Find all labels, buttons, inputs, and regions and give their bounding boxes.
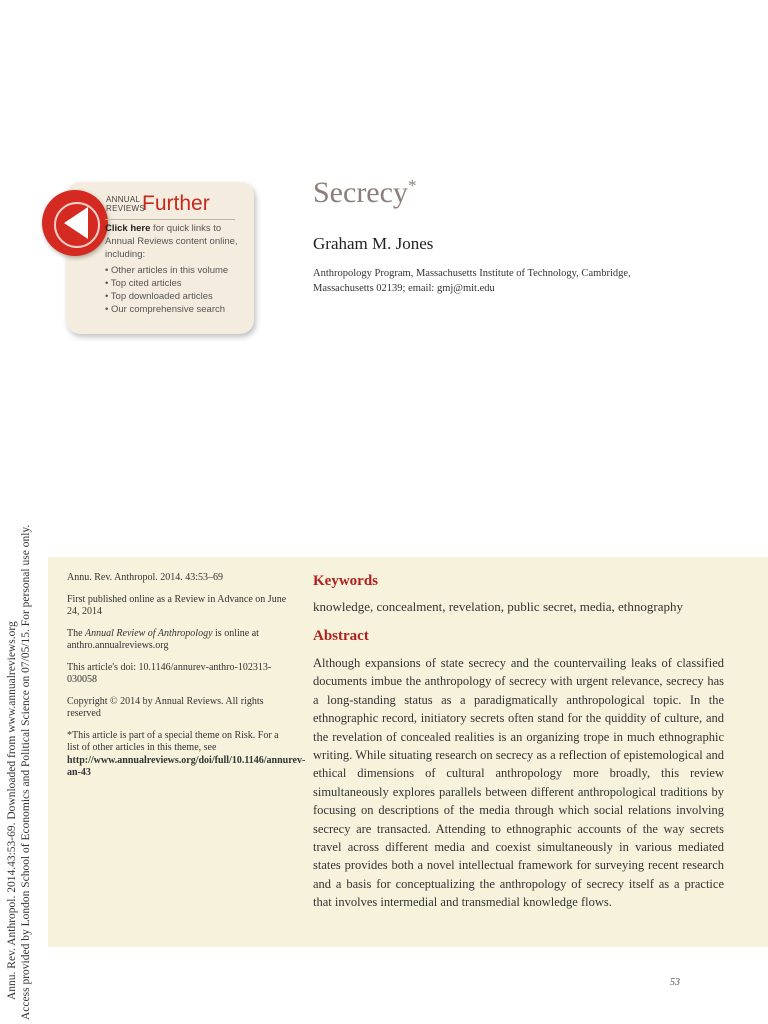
- abstract-heading: Abstract: [313, 628, 369, 644]
- author-name: Graham M. Jones: [313, 234, 434, 253]
- back-arrow-icon[interactable]: [42, 190, 108, 256]
- page-number: 53: [670, 977, 680, 988]
- copyright: Copyright © 2014 by Annual Reviews. All rights reserved: [67, 695, 264, 719]
- theme-note: *This article is part of a special theme on Risk. For a list of other articles in this theme, see http://www.annualreviews.org/doi/full/10.1146/annurev-an-43: [67, 729, 306, 778]
- abstract-text: Although expansions of state secrecy and the countervailing leaks of classified documents imbue the anthropology of secrecy with urgent relevance, secrecy has a long-standing status as a paradigmatically anthropological topic. In the ethnographic record, initiatory secrets often stand for the quiddity of culture, and the revelation of concealed realities is an organizing trope in much ethnographic writing. While situating research on secrecy as a reflection of epistemological and ethical dimensions of cultural anthropology more broadly, this review simultaneously explores parallels between different anthropological traditions by focusing on descriptions of the media through which social relations involving secrecy are transacted. Attending to ethnographic accounts of the way secrets travel across different media and coexist simultaneously in various mediated states provides both a novel intellectual framework for surveying recent research and a basis for conceptualizing the anthropology of secrecy itself as a practice that involves intermedial and transmedial knowledge flows.: [313, 656, 724, 910]
- further-link-other-articles[interactable]: • Other articles in this volume: [105, 264, 251, 277]
- click-here-link[interactable]: Click here: [105, 223, 151, 234]
- further-link-search[interactable]: • Our comprehensive search: [105, 303, 251, 316]
- doi: This article's doi: 10.1146/annurev-anthro-102313-030058: [67, 661, 272, 685]
- further-link-top-downloaded[interactable]: • Top downloaded articles: [105, 290, 251, 303]
- journal-name: Annual Review of Anthropology: [85, 627, 213, 639]
- title-footnote-mark: *: [407, 176, 417, 195]
- further-title: Further: [142, 192, 210, 215]
- further-body: [105, 222, 251, 316]
- further-link-top-cited[interactable]: • Top cited articles: [105, 277, 251, 290]
- article-title: Secrecy*: [313, 176, 417, 209]
- keywords-heading: Keywords: [313, 573, 378, 589]
- further-divider: [105, 219, 235, 220]
- download-notice: [4, 240, 44, 1020]
- first-published: First published online as a Review in Advance on June 24, 2014: [67, 593, 287, 617]
- author-affiliation: Anthropology Program, Massachusetts Institute of Technology, Cambridge, Massachusetts 02139; email: gmj@mit.edu: [313, 268, 631, 294]
- online-info: The Annual Review of Anthropology is online at anthro.annualreviews.org: [67, 627, 259, 651]
- theme-link[interactable]: http://www.annualreviews.org/doi/full/10.1146/annurev-an-43: [67, 754, 306, 778]
- keywords-list: knowledge, concealment, revelation, public secret, media, ethnography: [313, 599, 683, 614]
- citation: Annu. Rev. Anthropol. 2014. 43:53–69: [67, 572, 224, 583]
- download-notice-line-2: Access provided by London School of Economics and Political Science on 07/05/15. For personal use only.: [20, 524, 32, 1020]
- further-links: [105, 264, 251, 316]
- further-header: [106, 194, 246, 220]
- further-intro: for quick links to Annual Reviews content online, including:: [105, 223, 238, 260]
- article-metadata: [67, 572, 306, 789]
- annual-reviews-logo: ANNUAL REVIEWS: [106, 195, 145, 213]
- download-notice-line-1: Annu. Rev. Anthropol. 2014.43:53-69. Downloaded from www.annualreviews.org: [6, 621, 18, 1000]
